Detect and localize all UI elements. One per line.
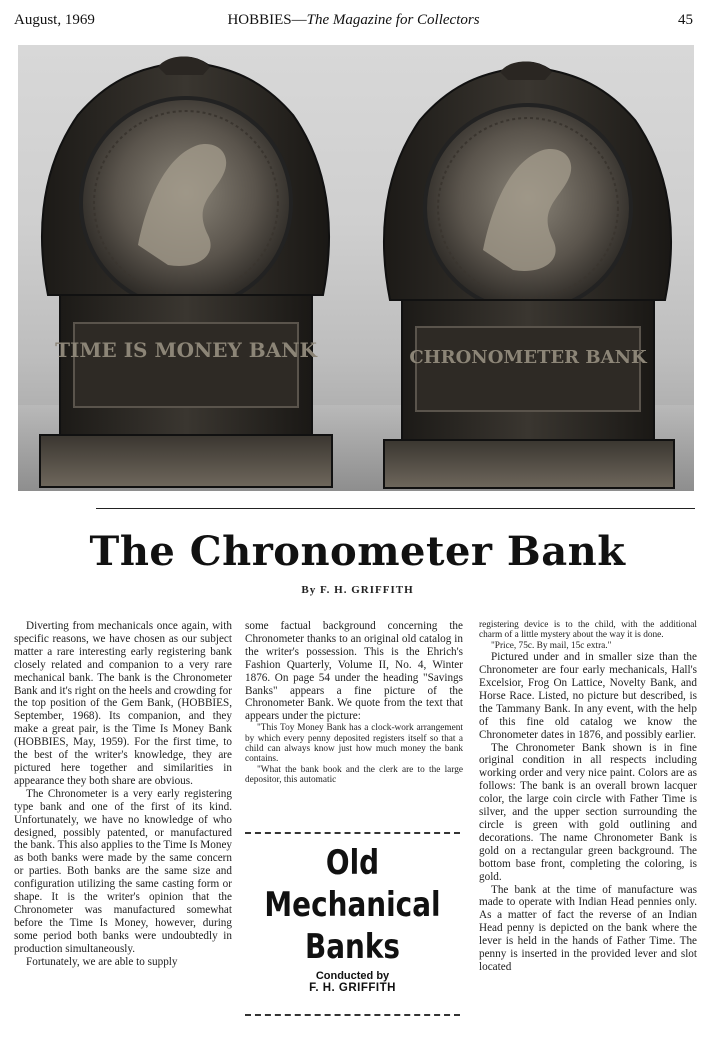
catalog-quote: "What the bank book and the clerk are to the large depositor, this automatic (245, 764, 463, 786)
page-number: 45 (678, 12, 693, 28)
paragraph: The Chronometer is a very early registering type bank and one of the first of its kind. Unfortunately, we have no knowledge of who designed, possibly patented, or manufactured the bank. This also applies to the Time Is Money as both banks were made by the same concern or parties. Both banks are the same size and configuration utilizing the same casting form or shape. It is the writer's opinion that the Chronometer was manufactured somewhat before the Time Is Money, however, during some period both banks were undoubtedly in production simultaneously. (14, 787, 232, 955)
right-bank-lettering: CHRONOMETER BANK (409, 347, 647, 368)
running-header (14, 12, 693, 32)
department-author: F. H. GRIFFITH (309, 982, 396, 994)
paragraph: some factual background concerning the Chronometer thanks to an original old catalog in the writer's possession. This is the Ehrich's Fashion Quarterly, Volume II, No. 4, Winter 1876. On page 54 under the heading "Savings Banks" appears a fine picture of the Chronometer Bank. We quote from the text that appears under the picture: (245, 620, 463, 723)
department-rule-bottom (245, 1014, 460, 1016)
paragraph: Fortunately, we are able to supply (26, 955, 178, 968)
column-2 (245, 620, 463, 786)
paragraph: The bank at the time of manufacture was made to operate with Indian Head pennies only. As a matter of fact the reverse of an Indian Head penny is depicted on the bank where the lever is held in the hands of Father Time. The penny is inserted in the provided lever and slot located (479, 883, 697, 973)
left-bank-lettering: TIME IS MONEY BANK (55, 338, 317, 362)
paragraph: Diverting from mechanicals once again, with specific reasons, we have chosen as our subject matter a rare interesting early registering bank closely related and companion to a very rare mechanical bank. The bank is the Chronometer Bank and it's right on the heels and crowding for the top position of the Gem Bank, (HOBBIES, September, 1968). Its companion, and they make a great pair, is the Time Is Money Bank (HOBBIES, May, 1959). For the first time, to the best of the writer's knowledge, they are pictured here together and similarities in appearance they both share are obvious. (14, 620, 232, 787)
banks-photograph (18, 45, 694, 491)
right-bank (384, 62, 674, 489)
department-heading (245, 842, 460, 994)
catalog-quote: registering device is to the child, with the additional charm of a little mystery about the way it is done. (479, 620, 697, 641)
paragraph: Pictured under and in smaller size than the Chronometer are four early mechanicals, Hall's Excelsior, Frog On Lattice, Novelty Bank, and Horse Race. Listed, no picture but described, is the Tammany Bank. In any event, with the help of this fine old catalog we know the Chronometer dates in 1876, and possibly earlier. (479, 651, 697, 741)
paragraph: The Chronometer Bank shown is in fine original condition in all respects including working order and very nice paint. Colors are as follows: The bank is an overall brown lacquer color, the large coin circle with Father Time is silver, and the upper section surrounding the circle is green with gold outlining and decorations. The name Chronometer Bank is gold on a rectangular green background. The bottom base front, completing the coloring, is gold. (479, 741, 697, 883)
department-rule-top (245, 832, 460, 834)
banks-photo-illustration (18, 45, 694, 491)
title-rule (96, 508, 695, 509)
article-byline: By F. H. GRIFFITH (301, 584, 414, 596)
department-title-line: Mechanical (264, 885, 441, 925)
department-title-line: Banks (304, 927, 401, 967)
catalog-quote: "This Toy Money Bank has a clock-work arrangement by which every penny deposited registers itself so that a child can always know just how much money the bank contains. (245, 723, 463, 765)
column-3 (479, 620, 697, 974)
left-bank (40, 57, 332, 488)
column-1 (14, 620, 232, 968)
issue-date: August, 1969 (14, 12, 95, 28)
department-conducted-by: Conducted by (315, 970, 390, 982)
magazine-subtitle: The Magazine for Collectors (306, 12, 480, 28)
magazine-title: HOBBIES— (227, 12, 307, 28)
article-title: The Chronometer Bank (89, 528, 626, 575)
catalog-quote: "Price, 75c. By mail, 15c extra." (491, 640, 612, 651)
magazine-name (14, 12, 693, 29)
department-title-line: Old (325, 843, 380, 883)
